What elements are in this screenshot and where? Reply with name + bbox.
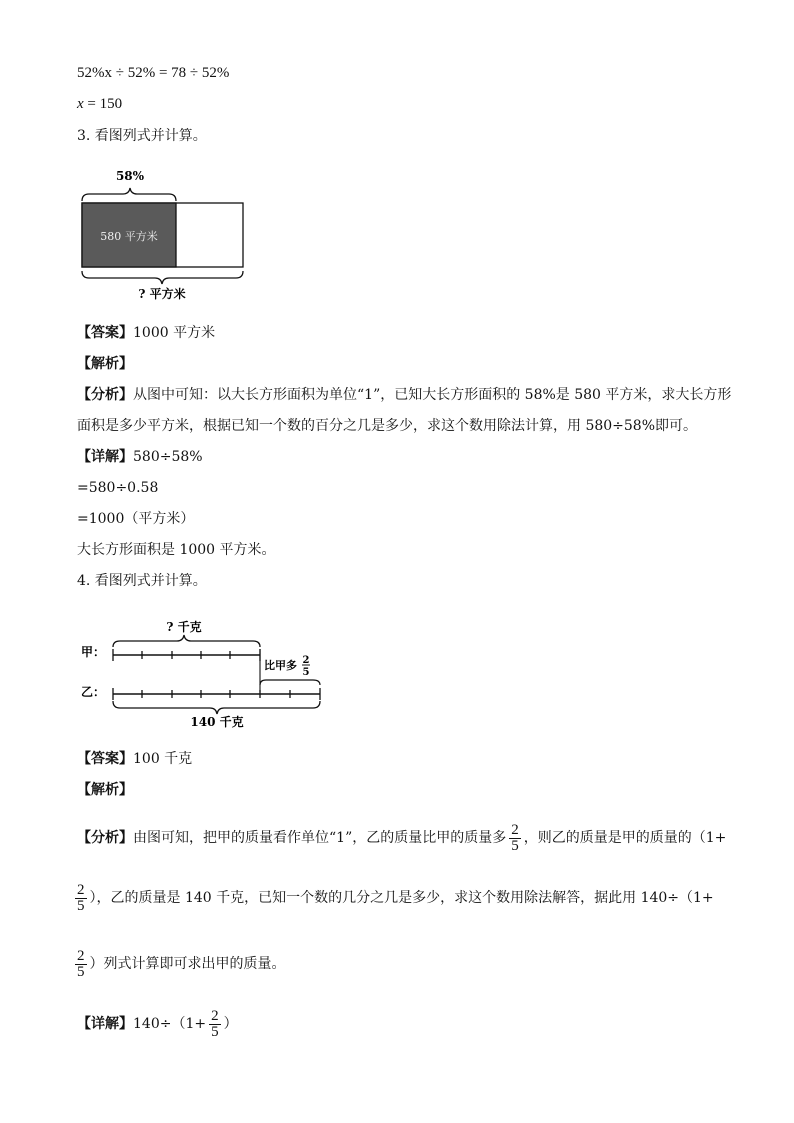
q4-detail: 【详解】140÷（1+ $\frac{2}{5}$ ） (77, 1007, 238, 1040)
extra-fraction-numerator: 2 (302, 655, 310, 666)
row-label-yi: 乙： (81, 685, 106, 699)
q4-jiexi: 【解析】 (77, 782, 133, 798)
q3-answer: 【答案】1000 平方米 (77, 325, 216, 341)
fraction-two-fifths: $\frac{2}{5}$ (211, 1007, 219, 1040)
q4-analysis-line-1: 【分析】由图可知，把甲的质量看作单位“1”，乙的质量比甲的质量多 $\frac{2}{5}$ ，则乙的质量是甲的质量的（1+ (77, 821, 727, 854)
question-4-heading: 4. 看图列式并计算。 (77, 573, 207, 589)
fraction-two-fifths: $\frac{2}{5}$ (77, 881, 85, 914)
q3-detail-line-3: =1000（平方米） (77, 511, 195, 527)
top-brace (82, 188, 176, 201)
q4-answer: 【答案】100 千克 (77, 751, 193, 767)
row-label-jia: 甲： (81, 645, 106, 659)
segment-figure (77, 612, 329, 734)
bottom-brace (82, 271, 243, 284)
q3-jiexi: 【解析】 (77, 356, 133, 372)
q4-analysis-line-2: $\frac{2}{5}$ ），乙的质量是 140 千克，已知一个数的几分之几是多少，求这个数用除法解答，据此用 140÷（1+ (77, 881, 714, 914)
q3-detail-line-2: =580÷0.58 (77, 480, 159, 496)
q3-conclusion: 大长方形面积是 1000 平方米。 (77, 542, 276, 558)
q4-analysis-line-3: $\frac{2}{5}$ ）列式计算即可求出甲的质量。 (77, 947, 286, 980)
extra-label: 比甲多 (264, 659, 297, 672)
total-mass-label: 140 千克 (190, 715, 244, 729)
total-area-label: ? 平方米 (138, 287, 186, 301)
extra-fraction-denominator: 5 (302, 667, 310, 678)
equation-step-2: x = 150 (77, 96, 123, 112)
shaded-area-label: 580 平方米 (100, 230, 158, 243)
q3-analysis-line-1: 【分析】从图中可知：以大长方形面积为单位“1”，已知大长方形面积的 58%是 580 平方米，求大长方形 (77, 387, 732, 403)
q3-analysis-line-2: 面积是多少平方米，根据已知一个数的百分之几是多少，求这个数用除法计算，用 580÷58%即可。 (77, 418, 698, 434)
percent-label: 58% (115, 169, 145, 183)
bottom-brace (113, 701, 320, 714)
top-brace (113, 635, 260, 647)
fraction-two-fifths: $\frac{2}{5}$ (511, 821, 519, 854)
unknown-mass-label: ? 千克 (166, 620, 202, 634)
extra-brace (260, 680, 320, 685)
fraction-two-fifths: $\frac{2}{5}$ (77, 947, 85, 980)
question-3-heading: 3. 看图列式并计算。 (77, 128, 207, 144)
q3-detail-line-1: 【详解】580÷58% (77, 449, 203, 465)
equation-step-1: 52%x ÷ 52% = 78 ÷ 52% (77, 65, 230, 81)
rectangle-figure (77, 165, 252, 305)
